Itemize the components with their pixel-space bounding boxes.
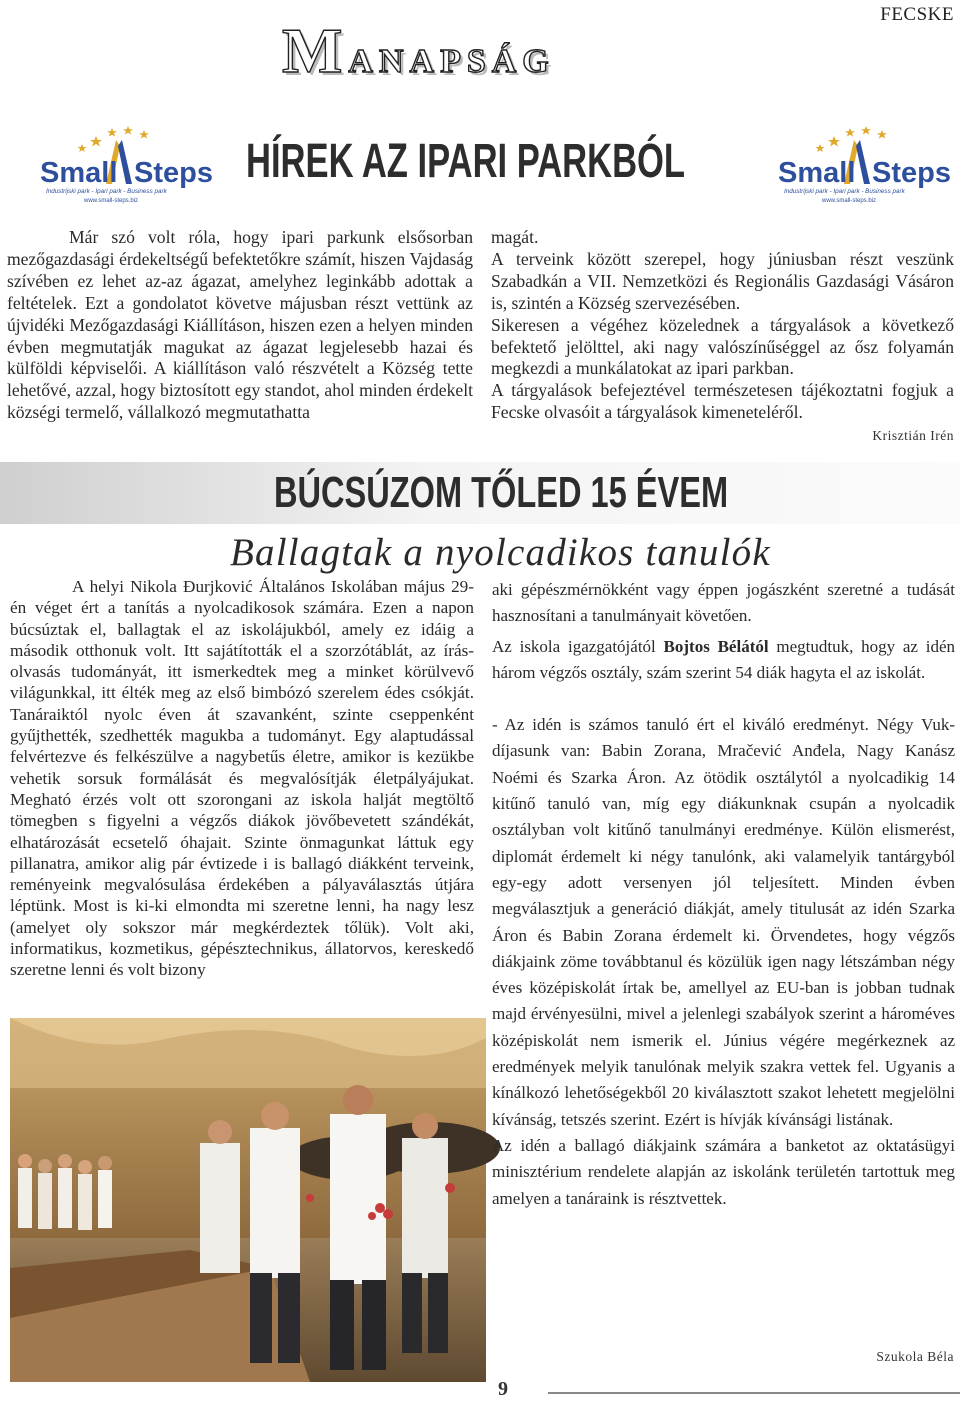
article1-author: Krisztián Irén <box>872 428 954 443</box>
article2-paragraph: Az idén a ballagó diákjaink számára a banketot az oktatásügyi minisztérium rendelete alapján az iskolánk területén tartottuk meg amelyen a tanáraink is résztvettek. <box>492 1135 955 1208</box>
article2-paragraph: A helyi Nikola Đurjković Általános Iskolában május 29-én véget ért a tanítás a nyolcadikosok számára. Ezen a napon búcsúztak el, ballagtak el az iskolájukból, amely ez idáig a második otthonuk volt. Itt sajátították el a szorzótáblát, az írás-olvasás tudományát, itt ismerkedtek meg a minket körülvevő világunkkal, itt élték meg az első bimbózó szerelem édes csókját. Tanáraiktól nyolc éven át szavanként, szinte cseppenként gyűjthették, szedhették magukba a tudományt. Egy alaptudással felvértezve és felkészülve a nagybetűs életre, amikor is kezükbe vehetik sorsuk formálását és megvalósítják életpályájukat. Megható érzés volt ott szorongani az iskola halját megtöltő tömegben s figyelni a végzős diákok jövőbevetett szándékát, elhatározását ecsetelő óhajait. Szinte önmagunkat láttuk egy pillanatra, amikor alig pár évtizede i is ballagó diákként terveink, reményeink megvalósulása érdekében a pályaválasztás útjára léptünk. Most is ki-ki elmondta mi szeretne lenni, ha nagy lesz (amelyet oly sokszor már megkérdeztek tőlük). Volt aki, informatikus, kozmetikus, gépésztechnikus, állatorvos, kereskedő szeretne lenni és volt bizony <box>10 577 474 980</box>
article1-paragraph: A tárgyalások befejeztével természetesen tájékoztatni fogjuk a Fecske olvasóit a tárgyalások kimeneteléről. <box>491 380 954 423</box>
article1-title: HÍREK AZ IPARI PARKBÓL <box>246 135 686 188</box>
logo-url: www.small-steps.biz <box>822 198 877 204</box>
article2-subtitle: Ballagtak a nyolcadikos tanulók <box>230 531 771 574</box>
small-steps-logo-graphic <box>774 122 951 217</box>
logo-tagline: Industrijski park - Ipari park - Business park <box>784 188 905 195</box>
logo-brand-left: Small <box>778 157 856 189</box>
article1-paragraph: Már szó volt róla, hogy ipari parkunk elsősorban mezőgazdasági érdekeltségű befektetőkre számít, hiszen Vajdaság szívében ez lehet az-az ágazat, amelyhez leginkább adottak a feltételek. Ezt a gondolatot követve májusban részt vettünk az újvidéki Mezőgazdasági Kiállításon, hiszen ezen a helyen minden évben megmutatják magukat az ágazat legjelesebb hazai és külföldi képviselői. A kiállításon való részvételt a Község tette lehetővé, azzal, hogy biztosított egy standot, ahol minden érdekelt községi termelő, vállalkozó megmutathatta <box>7 227 473 423</box>
graduation-photo-image <box>10 1018 486 1382</box>
article1-col-right <box>491 227 954 424</box>
article2-author: Szukola Béla <box>876 1349 954 1364</box>
article1-paragraph: magát. <box>491 227 539 247</box>
section-title-initial: M <box>282 15 349 86</box>
article2-col-right <box>492 577 955 1212</box>
small-steps-logo-left <box>36 122 213 217</box>
article2-col-left <box>10 576 474 981</box>
section-title-rest: ANAPSÁG <box>348 43 555 80</box>
logo-brand-right: Steps <box>134 157 213 189</box>
logo-tagline: Industrijski park - Ipari park - Business park <box>46 188 167 195</box>
article2-paragraph <box>492 634 955 687</box>
article2-paragraph: - Az idén is számos tanuló ért el kiváló eredményt. Négy Vuk-díjasunk van: Babin Zorana, Mračević Anđela, Nagy Kanász Noémi és Szarka Áron. Az ötödik osztálytól a nyolcadikig 14 kitűnő tanuló van, míg egy diákunknak csupán a nyolcadik osztályban volt kitűnő tanulmányi eredménye. Külön elismerést, diplomát érdemelt ki négy tanulónk, aki valamelyik tantárgyból egy-egy adott versenyen jól teljesített. Minden évben megválasztjuk a generáció diákját, amely titulusát az idén Szarka Áron és Babin Zorana érdemelt ki. Örvendetes, hogy végzős diákjaink zöme továbbtanul és közülük igen nagy létszámban négy éves középiskolát írtak be, amellyel az EU-ban is jobban tudnak majd érvényesülni, mivel a jelenlegi szabályok szerint a hároméves középiskolát nem ismerik el. Június végére megérkeznek az eredmények melyik tanulónak melyik szakra vettek fel. Ugyanis a kínálkozó lehetőségekből 20 kiválasztott szakot lehetett megjelölni kívánság, tetszés szerint. Ezért is hívják kívánsági listának. <box>492 715 955 1129</box>
logo-url: www.small-steps.biz <box>84 198 139 204</box>
article2-principal-name: Bojtos Bélától <box>663 636 769 656</box>
small-steps-logo-graphic <box>36 122 213 217</box>
logo-brand-right: Steps <box>872 157 951 189</box>
footer-rule <box>548 1392 960 1394</box>
article2-text: Az iskola igazgatójától <box>492 636 664 656</box>
page-number: 9 <box>498 1378 508 1400</box>
article1-paragraph: A terveink között szerepel, hogy júniusban részt veszünk Szabadkán a VII. Nemzetközi és Regionális Gazdasági Vásáron is, szintén a Község szervezésében. <box>491 248 954 313</box>
article2-title: BÚCSÚZOM TŐLED 15 ÉVEM <box>274 468 729 517</box>
publication-name: FECSKE <box>880 4 954 25</box>
graduation-photo <box>10 1018 486 1382</box>
section-title <box>282 14 555 88</box>
article2-text: megtudtuk, hogy az idén három végzős osztály, szám szerint 54 diák hagyta el az iskolát. <box>492 636 955 682</box>
article1-col-left <box>7 227 473 424</box>
logo-brand-left: Small <box>40 157 118 189</box>
article1-paragraph: Sikeresen a végéhez közelednek a tárgyalások a következő befektető jelölttel, aki nagy valószínűséggel az ősz folyamán megkezdi a munkálatokat az ipari parkban. <box>491 314 954 379</box>
small-steps-logo-right <box>774 122 951 217</box>
article2-paragraph: aki gépészmérnökként vagy éppen jogászként szeretné a tudását hasznosítani a tanulmányait követően. <box>492 580 955 626</box>
